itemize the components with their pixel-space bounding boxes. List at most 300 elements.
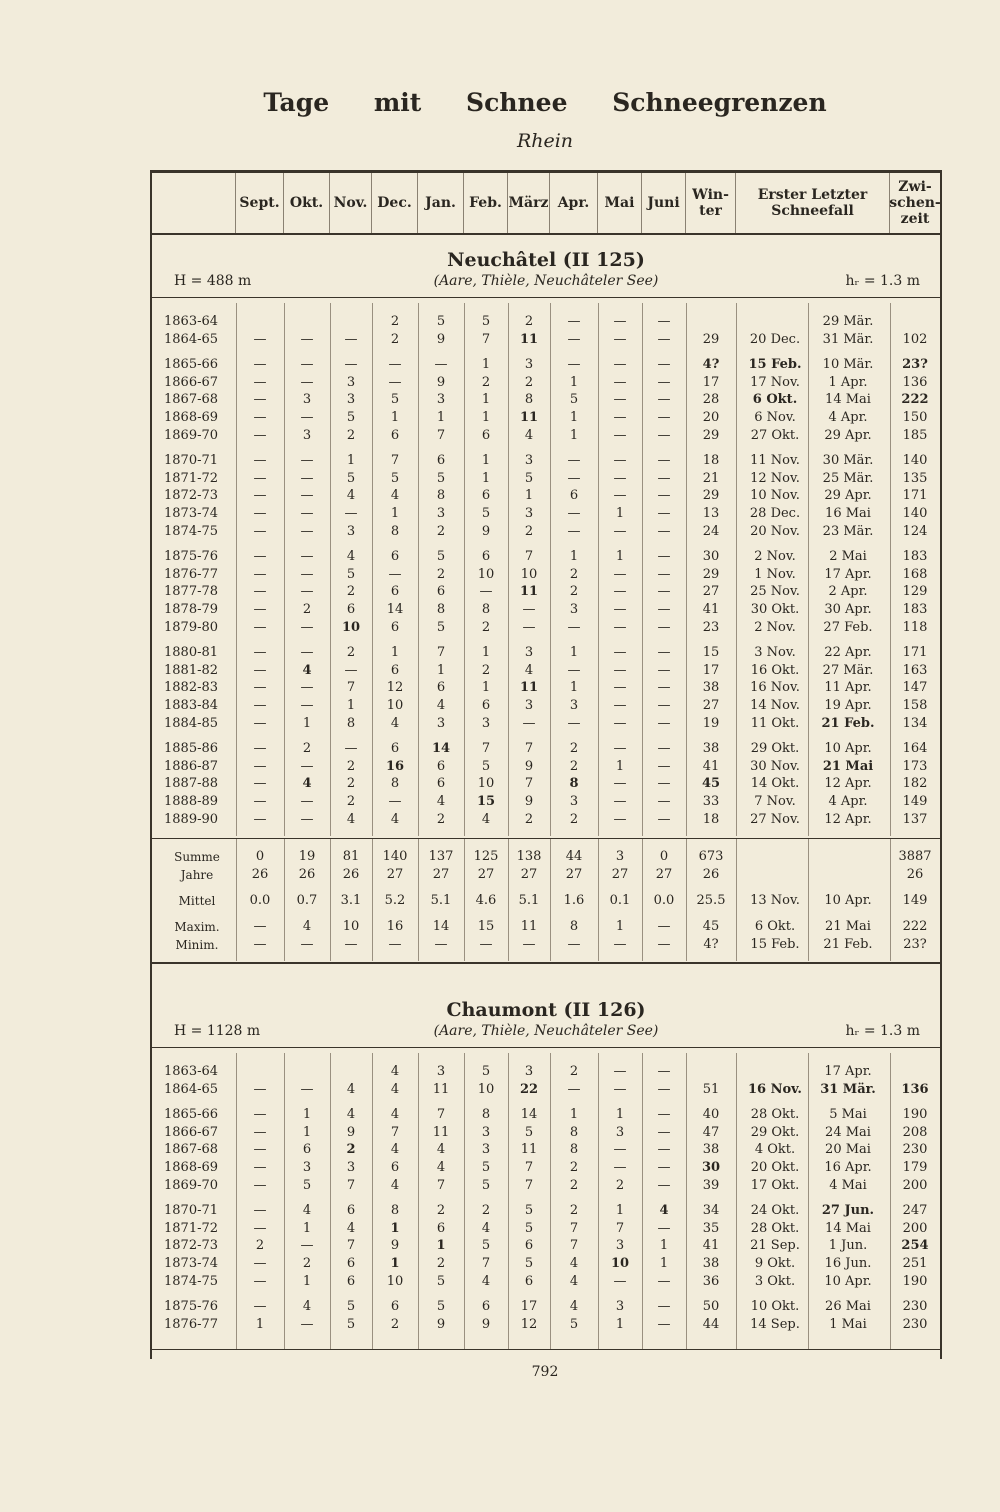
table-cell: 26 Mai — [825, 1299, 871, 1315]
table-cell: 2 — [569, 1064, 579, 1079]
table-cell: 4 — [390, 811, 400, 827]
table-cell: 136 — [901, 1081, 929, 1097]
table-cell: 3 — [302, 1160, 312, 1175]
table-cell: 27 Okt. — [750, 427, 800, 443]
table-cell: 6 — [390, 1160, 400, 1175]
column-divider — [550, 839, 551, 961]
table-cell: 17 — [702, 374, 720, 390]
table-cell: — — [253, 427, 267, 443]
column-divider — [508, 303, 509, 836]
table-cell: — — [344, 741, 358, 757]
table-cell: 5 Mai — [829, 1107, 867, 1123]
table-cell: 13 Nov. — [750, 893, 800, 909]
table-cell: — — [613, 776, 627, 792]
column-divider — [330, 1053, 331, 1349]
table-row — [152, 470, 940, 488]
table-cell: 2 — [569, 1203, 579, 1219]
table-cell: 17 Apr. — [824, 566, 872, 582]
table-cell: 15 — [476, 794, 496, 809]
table-cell: 2 — [524, 314, 534, 329]
table-cell: 12 Nov. — [750, 470, 800, 486]
table-cell: — — [657, 811, 671, 827]
table-cell: 5 — [436, 1299, 446, 1315]
table-cell: — — [657, 1081, 671, 1097]
table-cell: — — [613, 374, 627, 390]
table-cell: — — [479, 584, 493, 600]
table-cell: — — [253, 357, 267, 373]
table-row — [152, 811, 940, 829]
row-year: 1880-81 — [164, 645, 219, 661]
table-cell: 1 — [346, 453, 356, 469]
table-cell: 24 Okt. — [750, 1203, 800, 1219]
table-cell: — — [613, 602, 627, 617]
table-cell: 25 Mär. — [822, 470, 874, 486]
table-cell: 1 — [569, 374, 579, 390]
table-cell: 29 — [702, 427, 720, 443]
row-label: Minim. — [175, 938, 219, 953]
table-cell: — — [657, 715, 671, 731]
table-cell: 4 — [346, 1107, 356, 1123]
table-cell: 4 — [346, 488, 356, 504]
table-cell: 1 — [390, 506, 400, 521]
table-cell: 21 Feb. — [821, 715, 875, 731]
table-cell: 2 — [390, 314, 400, 329]
table-cell: 3 — [346, 392, 356, 408]
table-cell: 7 — [346, 1238, 356, 1254]
table-cell: 7 — [524, 1160, 534, 1175]
table-cell: 8 — [569, 919, 579, 935]
table-cell: — — [300, 645, 314, 661]
table-cell: 30 — [702, 549, 720, 565]
table-cell: 2 — [436, 1203, 446, 1219]
table-cell: — — [567, 331, 581, 347]
table-cell: 17 — [702, 662, 720, 678]
table-cell: 6 — [481, 427, 491, 443]
table-cell: 6 — [390, 1299, 400, 1315]
station-hr: hᵣ = 1.3 m — [845, 273, 920, 289]
column-divider — [686, 1053, 687, 1349]
table-cell: — — [253, 602, 267, 617]
table-cell: 230 — [902, 1316, 928, 1332]
table-cell: 20 Nov. — [750, 523, 800, 539]
row-year: 1884-85 — [164, 715, 219, 731]
table-cell — [736, 866, 814, 884]
table-cell: 8 — [569, 1142, 579, 1158]
table-cell: 149 — [902, 893, 928, 909]
table-cell: 27 — [702, 698, 720, 713]
table-cell: — — [657, 523, 671, 539]
table-cell: 1 — [481, 357, 491, 373]
table-cell: — — [613, 619, 627, 635]
table-row — [152, 1255, 940, 1273]
table-cell: 19 — [298, 849, 316, 865]
table-cell: 1 — [481, 410, 491, 425]
table-cell: 3.1 — [340, 893, 362, 909]
table-row — [152, 583, 940, 601]
table-cell: 3 — [524, 1064, 534, 1079]
table-cell: — — [300, 410, 314, 425]
row-year: 1871-72 — [164, 1220, 219, 1236]
table-cell: — — [567, 357, 581, 373]
table-cell: 11 — [520, 1142, 538, 1158]
table-cell: — — [657, 470, 671, 486]
table-cell: 140 — [382, 849, 408, 865]
table-cell: 8 — [390, 776, 400, 792]
table-cell: 4 — [436, 698, 446, 713]
table-cell: 9 — [481, 1316, 491, 1332]
table-row — [152, 452, 940, 470]
table-cell: 1 — [390, 1220, 400, 1236]
table-cell: 5 — [481, 506, 491, 521]
table-cell: 4? — [703, 937, 719, 953]
column-divider — [686, 839, 687, 961]
table-cell: 27 — [611, 867, 629, 883]
table-cell: 185 — [902, 427, 928, 443]
table-cell: — — [253, 1273, 267, 1289]
column-divider — [736, 839, 737, 961]
table-cell: — — [344, 662, 358, 678]
table-cell: 1 Nov. — [754, 566, 796, 582]
table-cell — [890, 1063, 940, 1081]
row-year: 1879-80 — [164, 619, 219, 635]
table-cell: — — [613, 331, 627, 347]
table-cell: 27 Nov. — [750, 811, 800, 827]
table-cell: 3 — [569, 698, 579, 713]
table-cell: 4 — [302, 662, 312, 678]
table-cell: 3 — [481, 1124, 491, 1140]
table-cell: 2 Apr. — [828, 584, 868, 600]
table-cell: 8 — [569, 1124, 579, 1140]
page-title: Tage mit Schnee Schneegrenzen — [263, 88, 827, 117]
table-cell: 3 — [524, 698, 534, 713]
table-cell: — — [567, 470, 581, 486]
table-cell: — — [657, 1316, 671, 1332]
table-cell: — — [657, 919, 671, 935]
table-cell: 4 — [481, 1220, 491, 1236]
table-cell: — — [300, 488, 314, 504]
table-cell: 6 — [436, 758, 446, 774]
column-header: Juni — [642, 173, 686, 233]
table-cell: 26 — [342, 867, 360, 883]
table-cell: — — [300, 374, 314, 390]
table-cell: 3 — [524, 357, 534, 373]
table-cell: — — [613, 470, 627, 486]
table-cell — [736, 848, 814, 866]
station-divider — [152, 1047, 940, 1048]
table-cell: 0.0 — [249, 893, 271, 909]
table-cell: 50 — [702, 1299, 720, 1315]
table-row — [152, 548, 940, 566]
table-cell: 7 — [481, 331, 491, 347]
table-cell: 44 — [702, 1316, 720, 1332]
table-cell: 183 — [902, 549, 928, 565]
table-cell: — — [657, 427, 671, 443]
table-cell: 5 — [524, 1220, 534, 1236]
table-cell: — — [657, 566, 671, 582]
row-year: 1868-69 — [164, 410, 219, 425]
table-cell: 247 — [902, 1203, 928, 1219]
table-cell: — — [657, 794, 671, 809]
table-cell: — — [253, 506, 267, 521]
table-row — [152, 1316, 940, 1334]
table-cell: 118 — [902, 619, 928, 635]
table-cell: 27 Jun. — [821, 1203, 875, 1219]
table-cell: — — [300, 758, 314, 774]
row-year: 1867-68 — [164, 392, 219, 408]
table-row — [152, 1237, 940, 1255]
table-cell: 1 — [615, 919, 625, 935]
table-cell: 4 — [390, 1081, 400, 1097]
table-cell: — — [657, 549, 671, 565]
table-cell: 222 — [902, 919, 928, 935]
row-year: 1874-75 — [164, 523, 219, 539]
table-cell: 2 — [346, 794, 356, 809]
table-cell: 4 — [569, 1256, 579, 1271]
table-cell: — — [300, 937, 314, 953]
table-row — [152, 374, 940, 392]
table-cell: 10 Apr. — [824, 1273, 872, 1289]
table-cell: — — [657, 1064, 671, 1079]
row-year: 1888-89 — [164, 794, 219, 809]
table-cell: 22 Apr. — [824, 645, 872, 661]
table-cell: — — [657, 776, 671, 792]
row-year: 1864-65 — [164, 331, 219, 347]
column-divider — [736, 303, 737, 836]
table-cell: 200 — [902, 1220, 928, 1236]
table-cell: — — [657, 645, 671, 661]
column-divider — [642, 839, 643, 961]
table-cell: 10 Okt. — [750, 1299, 800, 1315]
table-cell: — — [253, 1256, 267, 1271]
table-cell: — — [253, 645, 267, 661]
table-cell: — — [344, 357, 358, 373]
table-cell: 2 — [346, 1142, 356, 1158]
table-cell: 2 — [569, 1160, 579, 1175]
table-cell: 9 — [436, 374, 446, 390]
table-cell: 28 Dec. — [749, 506, 801, 521]
table-cell: — — [253, 523, 267, 539]
table-cell: 10 — [477, 776, 495, 792]
table-cell: 16 Nov. — [748, 1081, 802, 1097]
table-cell: — — [657, 937, 671, 953]
table-cell: 16 Okt. — [750, 662, 800, 678]
table-cell: 254 — [901, 1238, 929, 1254]
table-cell: 14 — [386, 602, 404, 617]
row-year: 1875-76 — [164, 1299, 219, 1315]
table-cell: — — [253, 1203, 267, 1219]
table-cell: 1 — [569, 1107, 579, 1123]
table-row — [152, 1298, 940, 1316]
table-cell: 3 — [302, 392, 312, 408]
table-cell: — — [613, 523, 627, 539]
table-cell: 29 — [702, 488, 720, 504]
table-cell: 222 — [901, 392, 929, 408]
table-cell: 1 — [615, 506, 625, 521]
table-cell: 9 — [481, 523, 491, 539]
table-cell: 6 — [481, 1299, 491, 1315]
table-cell: 137 — [902, 811, 928, 827]
table-cell: 5.1 — [518, 893, 540, 909]
table-cell: 7 — [436, 645, 446, 661]
table-cell: — — [300, 453, 314, 469]
table-cell: 251 — [902, 1256, 928, 1271]
table-cell: 171 — [902, 645, 928, 661]
table-cell: — — [657, 314, 671, 329]
table-cell: 102 — [902, 331, 928, 347]
table-row — [152, 1177, 940, 1195]
table-row — [152, 1141, 940, 1159]
table-cell: 1 — [302, 715, 312, 731]
table-cell: 7 — [346, 1177, 356, 1193]
column-header: Feb. — [464, 173, 508, 233]
column-divider — [236, 839, 237, 961]
table-row — [152, 1063, 940, 1081]
table-cell: — — [253, 1160, 267, 1175]
row-year: 1872-73 — [164, 1238, 219, 1254]
table-cell: 16 Apr. — [824, 1160, 872, 1175]
table-cell: — — [300, 1316, 314, 1332]
table-cell: 7 — [524, 776, 534, 792]
table-cell: 6 — [346, 1273, 356, 1289]
table-cell: 11 — [432, 1081, 450, 1097]
table-cell: — — [657, 758, 671, 774]
table-row — [152, 775, 940, 793]
table-cell: 2 — [302, 602, 312, 617]
table-cell: 11 Apr. — [824, 680, 872, 696]
table-cell: — — [567, 506, 581, 521]
table-cell — [736, 313, 814, 331]
table-cell: 39 — [702, 1177, 720, 1193]
table-cell: 33 — [702, 794, 720, 809]
table-cell: 8 — [481, 1107, 491, 1123]
table-cell: 5.2 — [384, 893, 406, 909]
column-divider — [372, 303, 373, 836]
table-cell: — — [657, 680, 671, 696]
row-year: 1870-71 — [164, 1203, 219, 1219]
table-cell: 41 — [702, 602, 720, 617]
table-cell: 40 — [702, 1107, 720, 1123]
table-cell: 3 — [569, 794, 579, 809]
table-cell: 6 Nov. — [754, 410, 796, 425]
table-cell: 1 — [615, 1203, 625, 1219]
table-cell: 10 — [342, 919, 360, 935]
table-cell: 10 Apr. — [824, 741, 872, 757]
table-cell: 5 — [436, 1273, 446, 1289]
table-cell: 3 — [436, 715, 446, 731]
table-cell: 38 — [702, 741, 720, 757]
table-cell: 5 — [346, 410, 356, 425]
table-cell: 4 — [390, 715, 400, 731]
column-divider — [808, 303, 809, 836]
table-cell: 17 — [520, 1299, 538, 1315]
row-label: Summe — [174, 850, 220, 865]
table-cell: 6 — [390, 741, 400, 757]
table-cell: 1 — [569, 427, 579, 443]
table-cell: 6 — [524, 1238, 534, 1254]
table-cell: 2 — [481, 1203, 491, 1219]
table-cell — [890, 313, 940, 331]
column-divider — [464, 839, 465, 961]
table-cell: 7 — [436, 1177, 446, 1193]
row-year: 1881-82 — [164, 662, 219, 678]
table-cell: 1 — [390, 1256, 400, 1271]
table-cell: — — [657, 1160, 671, 1175]
table-cell: 2 — [346, 776, 356, 792]
table-cell: 15 Feb. — [750, 937, 800, 953]
table-cell: — — [253, 1142, 267, 1158]
row-year: 1876-77 — [164, 1316, 219, 1332]
table-cell: 4 — [659, 1203, 669, 1219]
table-row — [152, 619, 940, 637]
table-cell: 1 — [524, 488, 534, 504]
column-divider — [598, 303, 599, 836]
table-cell: 4 — [346, 811, 356, 827]
table-cell: 137 — [428, 849, 454, 865]
table-cell: 147 — [902, 680, 928, 696]
summary-divider — [152, 838, 940, 839]
table-cell: 3 — [436, 392, 446, 408]
table-cell: 3 — [346, 1160, 356, 1175]
table-cell: 28 Okt. — [750, 1220, 800, 1236]
table-cell: — — [567, 523, 581, 539]
row-year: 1866-67 — [164, 374, 219, 390]
column-header: Dec. — [372, 173, 418, 233]
station-height: H = 1128 m — [174, 1023, 261, 1039]
table-row — [152, 1124, 940, 1142]
table-cell: 29 Okt. — [750, 741, 800, 757]
table-cell: 16 Nov. — [750, 680, 800, 696]
table-cell: 16 Mai — [825, 506, 871, 521]
table-cell: 11 Nov. — [750, 453, 800, 469]
table-cell: 138 — [516, 849, 542, 865]
table-cell — [284, 1063, 330, 1081]
table-cell: — — [344, 937, 358, 953]
row-year: 1868-69 — [164, 1160, 219, 1175]
table-cell: — — [657, 488, 671, 504]
table-row — [152, 566, 940, 584]
table-cell: 7 Nov. — [754, 794, 796, 809]
table-cell: — — [300, 470, 314, 486]
table-cell: — — [253, 453, 267, 469]
table-cell: 38 — [702, 1142, 720, 1158]
summary-row — [152, 936, 940, 954]
page-subtitle: Rhein — [516, 130, 574, 152]
table-cell: 4 — [524, 427, 534, 443]
table-cell: 6 — [436, 776, 446, 792]
table-cell: 34 — [702, 1203, 720, 1219]
table-cell: 20 Mai — [825, 1142, 871, 1158]
table-cell: 6 — [436, 453, 446, 469]
table-cell: 36 — [702, 1273, 720, 1289]
row-year: 1867-68 — [164, 1142, 219, 1158]
table-cell: 10 Mär. — [822, 357, 874, 373]
table-cell: — — [300, 584, 314, 600]
table-cell: 5 — [524, 1124, 534, 1140]
table-cell: 11 — [520, 919, 538, 935]
table-cell: 2 Nov. — [754, 549, 796, 565]
row-year: 1865-66 — [164, 357, 219, 373]
table-cell: 35 — [702, 1220, 720, 1236]
row-year: 1871-72 — [164, 470, 219, 486]
table-cell: — — [253, 549, 267, 565]
table-cell: 38 — [702, 1256, 720, 1271]
table-cell: 1 — [436, 1238, 446, 1254]
table-cell: 134 — [902, 715, 928, 731]
table-cell: — — [253, 488, 267, 504]
row-label: Mittel — [178, 894, 216, 909]
row-year: 1864-65 — [164, 1081, 219, 1097]
table-cell: 45 — [701, 776, 721, 792]
